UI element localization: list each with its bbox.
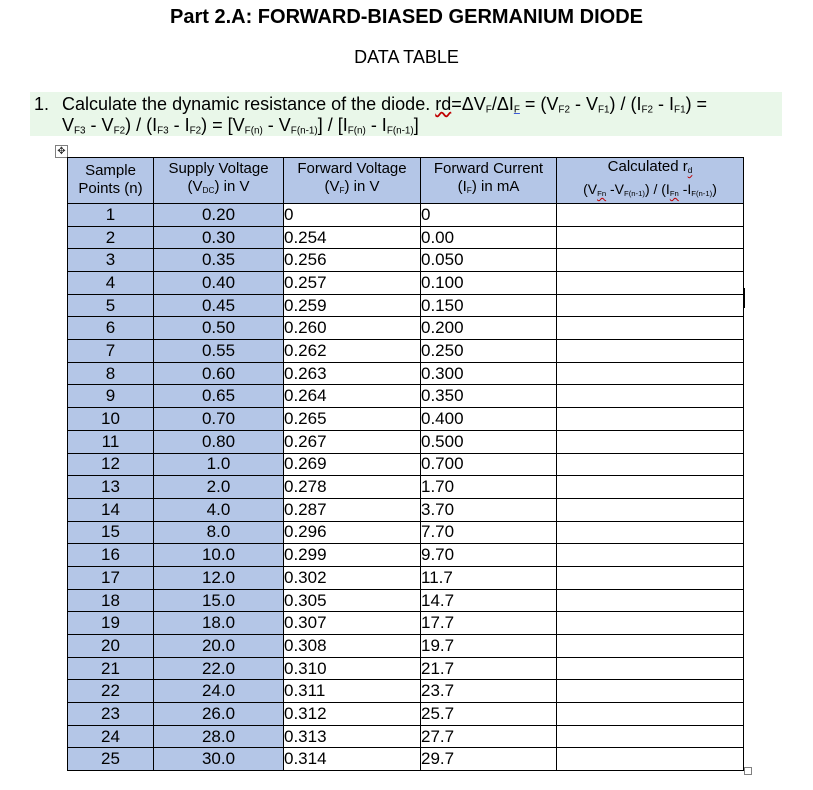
- cell-supply-voltage[interactable]: 0.50: [154, 317, 284, 340]
- cell-forward-voltage[interactable]: 0: [284, 203, 421, 226]
- cell-forward-current[interactable]: 9.70: [421, 544, 557, 567]
- header-sample-points[interactable]: Sample Points (n): [68, 158, 154, 204]
- cell-supply-voltage[interactable]: 28.0: [154, 725, 284, 748]
- cell-calculated-rd[interactable]: [557, 430, 744, 453]
- cell-calculated-rd[interactable]: [557, 203, 744, 226]
- table-row: [68, 430, 744, 453]
- table-row: [68, 249, 744, 272]
- cell-supply-voltage[interactable]: 0.70: [154, 408, 284, 431]
- cell-supply-voltage[interactable]: 0.65: [154, 385, 284, 408]
- table-row: [68, 612, 744, 635]
- cell-forward-voltage[interactable]: 0.302: [284, 566, 421, 589]
- cell-forward-voltage[interactable]: 0.254: [284, 226, 421, 249]
- cell-calculated-rd[interactable]: [557, 635, 744, 658]
- table-row: [68, 317, 744, 340]
- question-number: 1.: [34, 94, 50, 114]
- cell-forward-voltage[interactable]: 0.256: [284, 249, 421, 272]
- cell-supply-voltage[interactable]: 0.60: [154, 362, 284, 385]
- cell-forward-voltage[interactable]: 0.257: [284, 272, 421, 295]
- cell-forward-current[interactable]: 0.300: [421, 362, 557, 385]
- cell-forward-current[interactable]: 27.7: [421, 725, 557, 748]
- cell-supply-voltage[interactable]: 1.0: [154, 453, 284, 476]
- table-row: [68, 498, 744, 521]
- cell-forward-current[interactable]: 0: [421, 203, 557, 226]
- cell-sample-point[interactable]: 3: [68, 249, 154, 272]
- table-row: [68, 340, 744, 363]
- table-row: [68, 703, 744, 726]
- cell-calculated-rd[interactable]: [557, 249, 744, 272]
- cell-sample-point[interactable]: 22: [68, 680, 154, 703]
- cell-calculated-rd[interactable]: [557, 226, 744, 249]
- table-row: [68, 589, 744, 612]
- data-table-heading: DATA TABLE: [354, 47, 459, 67]
- cell-supply-voltage[interactable]: 0.45: [154, 294, 284, 317]
- cell-calculated-rd[interactable]: [557, 680, 744, 703]
- table-row: [68, 385, 744, 408]
- cell-supply-voltage[interactable]: 10.0: [154, 544, 284, 567]
- cell-supply-voltage[interactable]: 18.0: [154, 612, 284, 635]
- cell-calculated-rd[interactable]: [557, 272, 744, 295]
- cell-sample-point[interactable]: 11: [68, 430, 154, 453]
- cell-sample-point[interactable]: 10: [68, 408, 154, 431]
- cell-supply-voltage[interactable]: 2.0: [154, 476, 284, 499]
- cell-sample-point[interactable]: 2: [68, 226, 154, 249]
- cell-forward-current[interactable]: 0.350: [421, 385, 557, 408]
- cell-supply-voltage[interactable]: 15.0: [154, 589, 284, 612]
- table-row: [68, 203, 744, 226]
- cell-forward-voltage[interactable]: 0.259: [284, 294, 421, 317]
- cell-forward-current[interactable]: 0.200: [421, 317, 557, 340]
- cell-forward-voltage[interactable]: 0.267: [284, 430, 421, 453]
- cell-sample-point[interactable]: 16: [68, 544, 154, 567]
- table-row: [68, 453, 744, 476]
- cell-forward-voltage[interactable]: 0.260: [284, 317, 421, 340]
- table-row: [68, 476, 744, 499]
- cell-calculated-rd[interactable]: [557, 521, 744, 544]
- cell-supply-voltage[interactable]: 20.0: [154, 635, 284, 658]
- question-line-2: $V_{F3} - V_{F2}) / (I_{F3} - I_{F2}) = [V_{F(n)} - V_{F(n-1)}] / [I_{F(n)} - I_{F(n-1)}]$: [62, 115, 419, 137]
- table-row: [68, 272, 744, 295]
- cell-sample-point[interactable]: 9: [68, 385, 154, 408]
- cell-forward-current[interactable]: 0.100: [421, 272, 557, 295]
- cell-supply-voltage[interactable]: 26.0: [154, 703, 284, 726]
- cell-supply-voltage[interactable]: 0.20: [154, 203, 284, 226]
- cell-supply-voltage[interactable]: 0.35: [154, 249, 284, 272]
- cell-sample-point[interactable]: 13: [68, 476, 154, 499]
- table-row: [68, 362, 744, 385]
- cell-supply-voltage[interactable]: 8.0: [154, 521, 284, 544]
- cell-sample-point[interactable]: 24: [68, 725, 154, 748]
- cell-calculated-rd[interactable]: [557, 476, 744, 499]
- table-body: [68, 203, 744, 770]
- table-row: [68, 294, 744, 317]
- cell-forward-voltage[interactable]: 0.311: [284, 680, 421, 703]
- cell-sample-point[interactable]: 23: [68, 703, 154, 726]
- cell-sample-point[interactable]: 18: [68, 589, 154, 612]
- cell-forward-voltage[interactable]: 0.263: [284, 362, 421, 385]
- table-row: [68, 226, 744, 249]
- cell-supply-voltage[interactable]: 22.0: [154, 657, 284, 680]
- header-forward-current[interactable]: Forward Current $(I_F)$ in mA: [421, 158, 557, 204]
- cell-forward-voltage[interactable]: 0.265: [284, 408, 421, 431]
- cell-forward-current[interactable]: 0.500: [421, 430, 557, 453]
- cell-calculated-rd[interactable]: [557, 340, 744, 363]
- header-calculated-rd[interactable]: Calculated $r_d$ ($V_{Fn}$ $-V_{F(n-1)}) / (I_{Fn}$ $-I_{F(n-1)}$): [557, 158, 744, 204]
- question-block: [30, 92, 782, 136]
- header-forward-voltage[interactable]: Forward Voltage $(V_F)$ in V: [284, 158, 421, 204]
- cell-calculated-rd[interactable]: [557, 362, 744, 385]
- cell-forward-current[interactable]: 0.250: [421, 340, 557, 363]
- cell-forward-voltage[interactable]: 0.287: [284, 498, 421, 521]
- cell-forward-current[interactable]: 0.700: [421, 453, 557, 476]
- cell-forward-voltage[interactable]: 0.307: [284, 612, 421, 635]
- cell-sample-point[interactable]: 14: [68, 498, 154, 521]
- cell-calculated-rd[interactable]: [557, 385, 744, 408]
- cell-calculated-rd[interactable]: [557, 453, 744, 476]
- cell-forward-current[interactable]: 17.7: [421, 612, 557, 635]
- cell-sample-point[interactable]: 8: [68, 362, 154, 385]
- cell-sample-point[interactable]: 5: [68, 294, 154, 317]
- cell-calculated-rd[interactable]: [557, 544, 744, 567]
- cell-forward-voltage[interactable]: 0.264: [284, 385, 421, 408]
- table-row: [68, 748, 744, 771]
- cell-sample-point[interactable]: 12: [68, 453, 154, 476]
- table-row: [68, 680, 744, 703]
- cell-forward-voltage[interactable]: 0.262: [284, 340, 421, 363]
- cell-supply-voltage[interactable]: 30.0: [154, 748, 284, 771]
- cell-calculated-rd[interactable]: [557, 294, 744, 317]
- table-row: [68, 635, 744, 658]
- cell-forward-voltage[interactable]: 0.305: [284, 589, 421, 612]
- cell-forward-current[interactable]: 7.70: [421, 521, 557, 544]
- cell-forward-current[interactable]: 1.70: [421, 476, 557, 499]
- cell-sample-point[interactable]: 7: [68, 340, 154, 363]
- cell-forward-current[interactable]: 21.7: [421, 657, 557, 680]
- cell-calculated-rd[interactable]: [557, 703, 744, 726]
- document-title: Part 2.A: FORWARD-BIASED GERMANIUM DIODE: [170, 6, 643, 28]
- cell-forward-current[interactable]: 23.7: [421, 680, 557, 703]
- cell-calculated-rd[interactable]: [557, 748, 744, 771]
- cell-calculated-rd[interactable]: [557, 589, 744, 612]
- cell-calculated-rd[interactable]: [557, 725, 744, 748]
- cell-supply-voltage[interactable]: 0.40: [154, 272, 284, 295]
- cell-calculated-rd[interactable]: [557, 317, 744, 340]
- cell-sample-point[interactable]: 6: [68, 317, 154, 340]
- cell-forward-current[interactable]: 29.7: [421, 748, 557, 771]
- cell-forward-voltage[interactable]: 0.313: [284, 725, 421, 748]
- cell-sample-point[interactable]: 19: [68, 612, 154, 635]
- cell-calculated-rd[interactable]: [557, 408, 744, 431]
- table-row: [68, 521, 744, 544]
- cell-calculated-rd[interactable]: [557, 498, 744, 521]
- cell-forward-voltage[interactable]: 0.278: [284, 476, 421, 499]
- cell-sample-point[interactable]: 4: [68, 272, 154, 295]
- cell-sample-point[interactable]: 15: [68, 521, 154, 544]
- table-row: [68, 544, 744, 567]
- cell-forward-current[interactable]: 14.7: [421, 589, 557, 612]
- table-row: [68, 566, 744, 589]
- cell-sample-point[interactable]: 21: [68, 657, 154, 680]
- cell-forward-current[interactable]: 0.150: [421, 294, 557, 317]
- table-row: [68, 408, 744, 431]
- diode-data-table: [67, 157, 744, 771]
- cell-calculated-rd[interactable]: [557, 657, 744, 680]
- cell-calculated-rd[interactable]: [557, 612, 744, 635]
- cell-forward-current[interactable]: 19.7: [421, 635, 557, 658]
- cell-forward-voltage[interactable]: 0.269: [284, 453, 421, 476]
- cell-supply-voltage[interactable]: 24.0: [154, 680, 284, 703]
- cell-forward-voltage[interactable]: 0.314: [284, 748, 421, 771]
- cell-calculated-rd[interactable]: [557, 566, 744, 589]
- cell-supply-voltage[interactable]: 4.0: [154, 498, 284, 521]
- table-move-handle-icon[interactable]: ✥: [55, 145, 68, 158]
- cell-forward-voltage[interactable]: 0.310: [284, 657, 421, 680]
- cell-forward-current[interactable]: 0.050: [421, 249, 557, 272]
- cell-forward-current[interactable]: 0.400: [421, 408, 557, 431]
- cell-forward-voltage[interactable]: 0.299: [284, 544, 421, 567]
- table-row: [68, 725, 744, 748]
- cell-sample-point[interactable]: 20: [68, 635, 154, 658]
- table-resize-handle-icon[interactable]: [744, 767, 752, 775]
- cell-forward-voltage[interactable]: 0.312: [284, 703, 421, 726]
- cell-forward-voltage[interactable]: 0.308: [284, 635, 421, 658]
- text-cursor: [744, 288, 745, 308]
- cell-supply-voltage[interactable]: 0.30: [154, 226, 284, 249]
- cell-forward-voltage[interactable]: 0.296: [284, 521, 421, 544]
- cell-supply-voltage[interactable]: 12.0: [154, 566, 284, 589]
- cell-supply-voltage[interactable]: 0.80: [154, 430, 284, 453]
- question-line-1: Calculate the dynamic resistance of the diode. $rd=\Delta V_F/\Delta I_F = (V_{F2} - V_{F1}) / (I_{F2} - I_{F1})$ =: [62, 94, 708, 116]
- cell-supply-voltage[interactable]: 0.55: [154, 340, 284, 363]
- cell-sample-point[interactable]: 25: [68, 748, 154, 771]
- cell-forward-current[interactable]: 0.00: [421, 226, 557, 249]
- cell-sample-point[interactable]: 1: [68, 203, 154, 226]
- cell-forward-current[interactable]: 3.70: [421, 498, 557, 521]
- cell-sample-point[interactable]: 17: [68, 566, 154, 589]
- header-supply-voltage[interactable]: Supply Voltage $(V_{DC})$ in V: [154, 158, 284, 204]
- cell-forward-current[interactable]: 11.7: [421, 566, 557, 589]
- cell-forward-current[interactable]: 25.7: [421, 703, 557, 726]
- table-header-row: [68, 158, 744, 204]
- table-row: [68, 657, 744, 680]
